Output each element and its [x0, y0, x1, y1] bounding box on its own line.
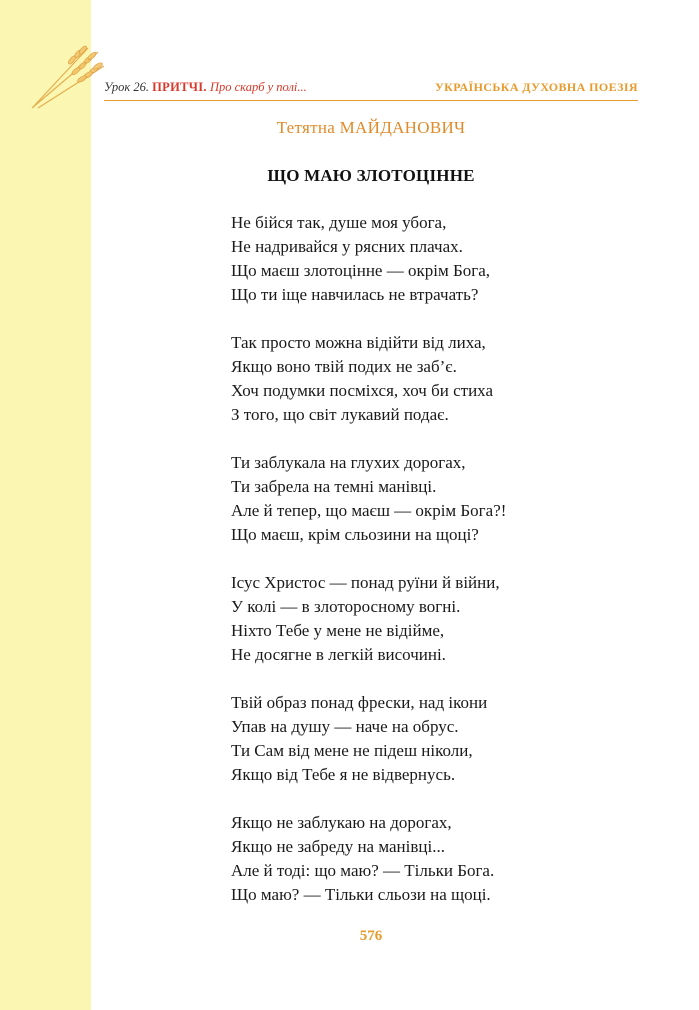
wheat-icon: [28, 44, 108, 110]
section-title: УКРАЇНСЬКА ДУХОВНА ПОЕЗІЯ: [434, 80, 638, 94]
stanza: [231, 451, 631, 547]
running-header: [104, 80, 638, 100]
poem-line: Якщо воно твій подих не заб’є.: [231, 357, 457, 376]
header-rule: [104, 100, 638, 101]
poem-line: Ніхто Тебе у мене не відійме,: [231, 621, 445, 640]
poem-line: Упав на душу — наче на обрус.: [231, 717, 459, 736]
poem-line: Якщо від Тебе я не відвернусь.: [231, 765, 456, 784]
poem-line: Ісус Христос — понад руїни й війни,: [231, 573, 500, 592]
poem-title: ЩО МАЮ ЗЛОТОЦІННЕ: [267, 166, 475, 185]
stanza: [231, 571, 631, 667]
stanza: [231, 691, 631, 787]
lesson-reference: [104, 80, 307, 95]
stanza: [231, 811, 631, 907]
stanza: [231, 331, 631, 427]
lesson-number: Урок 26.: [104, 80, 150, 94]
poem-line: Не досягне в легкій височині.: [231, 645, 446, 664]
poem-line: Ти заблукала на глухих дорогах,: [231, 453, 466, 472]
poem-body: [231, 211, 631, 931]
poem-line: Не надривайся у рясних плачах.: [231, 237, 463, 256]
poem-line: Що маєш, крім сльозини на щоці?: [231, 525, 479, 544]
poem-line: Але й тепер, що маєш — окрім Бога?!: [231, 501, 507, 520]
poem-line: Але й тоді: що маю? — Тільки Бога.: [231, 861, 495, 880]
poem-author: Тетятна МАЙДАНОВИЧ: [276, 118, 466, 137]
poem-line: Що маєш злотоцінне — окрім Бога,: [231, 261, 490, 280]
lesson-genre: ПРИТЧІ.: [152, 80, 207, 94]
poem-line: Хоч подумки посміхся, хоч би стиха: [231, 381, 493, 400]
poem-line: Що маю? — Тільки сльози на щоці.: [231, 885, 491, 904]
poem-line: Якщо не забреду на манівці...: [231, 837, 445, 856]
poem-line: Що ти іще навчилась не втрачать?: [231, 285, 479, 304]
poem-line: Якщо не заблукаю на дорогах,: [231, 813, 452, 832]
poem-line: Не бійся так, душе моя убога,: [231, 213, 447, 232]
side-band: [0, 0, 91, 1010]
stanza: [231, 211, 631, 307]
poem-line: Ти забрела на темні манівці.: [231, 477, 437, 496]
poem-line: У колі — в злоторосному вогні.: [231, 597, 461, 616]
poem-line: Твій образ понад фрески, над ікони: [231, 693, 488, 712]
page-number: 576: [359, 928, 383, 944]
poem-line: З того, що світ лукавий подає.: [231, 405, 449, 424]
lesson-work: Про скарб у полі...: [209, 80, 307, 94]
poem-line: Так просто можна відійти від лиха,: [231, 333, 486, 352]
poem-line: Ти Сам від мене не підеш ніколи,: [231, 741, 473, 760]
